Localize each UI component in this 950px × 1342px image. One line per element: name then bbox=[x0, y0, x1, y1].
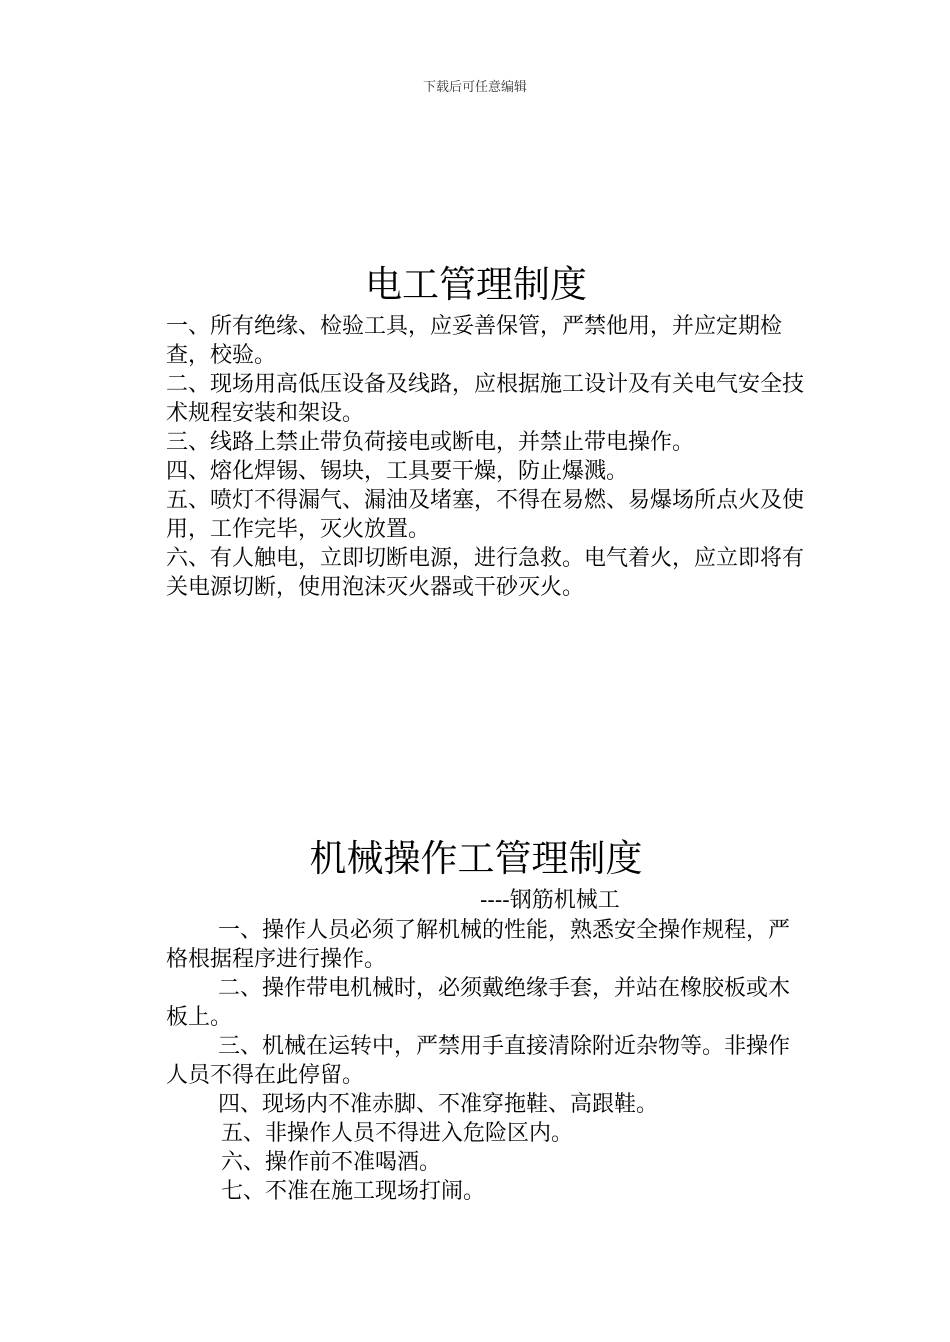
rule-item-5: 五、喷灯不得漏气、漏油及堵塞，不得在易燃、易爆场所点火及使用，工作完毕，灭火放置。 bbox=[166, 488, 805, 542]
rule-item-5: 五、非操作人员不得进入危险区内。 bbox=[221, 1121, 574, 1146]
rule-item-7: 七、不准在施工现场打闹。 bbox=[221, 1179, 486, 1204]
rule-item-4: 四、熔化焊锡、锡块，工具要干燥，防止爆溅。 bbox=[166, 459, 629, 484]
rule-item-1: 一、所有绝缘、检验工具，应妥善保管，严禁他用，并应定期检查，校验。 bbox=[166, 314, 783, 368]
rule-item-3: 三、线路上禁止带负荷接电或断电，并禁止带电操作。 bbox=[166, 430, 695, 455]
rule-item-6: 六、有人触电，立即切断电源，进行急救。电气着火，应立即将有关电源切断，使用泡沫灭火器或干砂灭火。 bbox=[166, 546, 805, 600]
section-title: 机械操作工管理制度 bbox=[309, 837, 643, 880]
rule-item-4: 四、现场内不准赤脚、不准穿拖鞋、高跟鞋。 bbox=[218, 1092, 659, 1117]
electrician-rules-section bbox=[166, 262, 806, 602]
rule-item-1: 一、操作人员必须了解机械的性能，熟悉安全操作规程，严格根据程序进行操作。 bbox=[166, 918, 791, 972]
page-header: 下载后可任意编辑 bbox=[422, 80, 527, 95]
rule-item-2: 二、现场用高低压设备及线路，应根据施工设计及有关电气安全技术规程安装和架设。 bbox=[166, 372, 805, 426]
rule-item-6: 六、操作前不准喝酒。 bbox=[221, 1150, 442, 1175]
rule-item-2: 二、操作带电机械时，必须戴绝缘手套，并站在橡胶板或木板上。 bbox=[166, 976, 791, 1030]
machine-operator-rules-section bbox=[166, 836, 806, 1206]
rule-item-3: 三、机械在运转中，严禁用手直接清除附近杂物等。非操作人员不得在此停留。 bbox=[166, 1034, 791, 1088]
section-title: 电工管理制度 bbox=[365, 263, 587, 306]
section-subtitle: ----钢筋机械工 bbox=[480, 888, 620, 913]
